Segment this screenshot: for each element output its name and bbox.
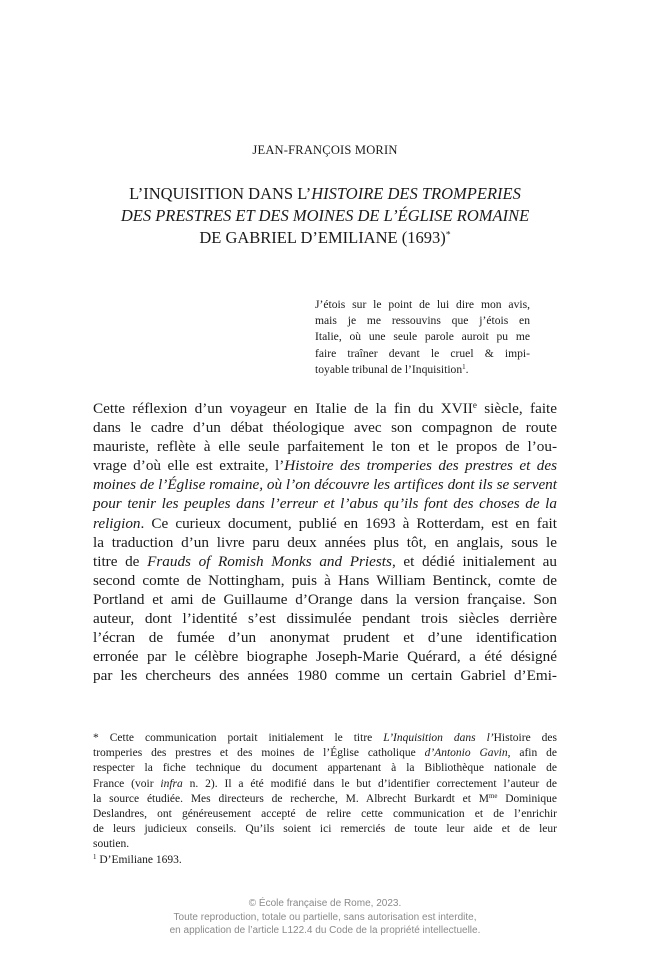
- epigraph-line: J’étois sur le point de lui dire mon avis,: [315, 298, 530, 311]
- footnote-line: * Cette communication portait initialement le titre L’Inquisition dans l’Histoire des: [93, 732, 557, 744]
- copyright-line: © École française de Rome, 2023.: [248, 898, 402, 909]
- title-line-1: L’INQUISITION DANS L’HISTOIRE DES TROMPERIES: [129, 184, 521, 203]
- epigraph-line: toyable tribunal de l’Inquisition$^1$.: [315, 362, 469, 376]
- body-line: l’écran de fumée d’un anonymat prudent et d’une identification: [93, 629, 557, 647]
- title-footnote-mark[interactable]: *: [445, 229, 451, 241]
- copyright-line: Toute reproduction, totale ou partielle, sans autorisation est interdite,: [173, 911, 477, 923]
- epigraph: [315, 297, 530, 378]
- body-line: la traduction d’un livre paru deux années plus tôt, en anglais, sous le: [93, 533, 557, 551]
- body-line: second comte de Nottingham, puis à Hans William Bentinck, comte de: [93, 571, 557, 589]
- footnote-line: Deslandres, ont généreusement accepté de relire cette communication et de l’enrichir: [93, 808, 557, 821]
- footnote-line: soutien.: [93, 838, 130, 851]
- footnote-ref-1[interactable]: 1: [462, 363, 466, 371]
- article-title: [60, 183, 590, 249]
- footnote-line: respecter la fiche technique du document appartenant à la Bibliothèque nationale de: [93, 762, 557, 775]
- body-line: erronée par le célèbre biographe Joseph-Marie Quérard, a été désigné: [93, 648, 557, 666]
- title-line-2: DES PRESTRES ET DES MOINES DE L’ÉGLISE ROMAINE: [120, 206, 530, 225]
- body-line: pour tenir les peuples dans l’erreur et l’abus qu’ils font des choses de la: [93, 495, 557, 513]
- copyright-notice: [0, 897, 650, 938]
- body-line: moines de l’Église romaine, où l’on découvre les artifices dont ils se servent: [93, 476, 557, 494]
- body-line: Cette réflexion d’un voyageur en Italie de la fin du XVIIe siècle, faite: [93, 399, 557, 417]
- body-paragraph: [93, 399, 557, 685]
- footnote-line: tromperies des prestres et des moines de l’Église catholique d’Antonio Gavin, afin de: [93, 747, 557, 760]
- author-name: JEAN-FRANÇOIS MORIN: [252, 143, 398, 157]
- footnote-1-mark: 1: [93, 853, 97, 861]
- footnotes: [93, 731, 557, 868]
- body-line: Portland et ami de Guillaume d’Orange dans la version française. Son: [93, 590, 557, 608]
- footnote-line: de leurs judicieux conseils. Qu’ils soient ici remerciés de toute leur aide et de leur: [93, 823, 557, 836]
- epigraph-line: Italie, où une seule parole auroit pu me: [315, 330, 530, 344]
- footnote-1: $^1$ D’Emiliane 1693.: [93, 853, 182, 866]
- body-line: par les chercheurs des années 1980 comme un certain Gabriel d’Emi-: [93, 667, 557, 685]
- epigraph-line: mais je me ressouvins que j’étois en: [315, 314, 530, 328]
- body-line: religion. Ce curieux document, publié en 1693 à Rotterdam, est en fait: [93, 514, 557, 532]
- footnote-line: France (voir infra n. 2). Il a été modifié dans le but d’identifier correctement l’auteur de: [93, 777, 557, 790]
- epigraph-line: faire traîner devant le cruel & impi-: [315, 346, 530, 360]
- body-line: titre de Frauds of Romish Monks and Priests, et dédié initialement au: [93, 552, 558, 570]
- body-line: auteur, dont l’identité s’est dissimulée pendant trois siècles derrière: [93, 610, 557, 628]
- title-line-3: DE GABRIEL D’EMILIANE (1693)*: [199, 228, 451, 247]
- body-line: dans le cadre d’un débat théologique avec son compagnon de route: [93, 419, 557, 437]
- body-line: mauriste, reflète à elle seule parfaitement le ton et le propos de l’ou-: [93, 438, 557, 456]
- copyright-line: en application de l’article L122.4 du Code de la propriété intellectuelle.: [169, 925, 481, 937]
- footnote-line: la source étudiée. Mes directeurs de recherche, M. Albrecht Burkardt et $M^{me}$ Dominique: [93, 792, 557, 805]
- body-line: vrage d’où elle est extraite, l’Histoire des tromperies des prestres et des: [93, 457, 557, 475]
